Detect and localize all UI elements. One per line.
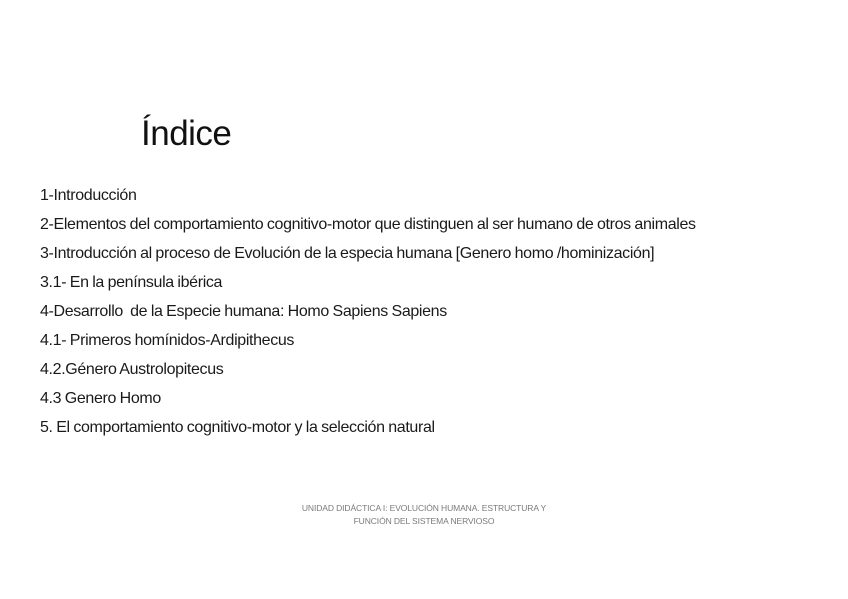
toc-item-4-2: 4.2.Género Austrolopitecus — [40, 361, 224, 378]
toc-item-4-3: 4.3 Genero Homo — [40, 390, 161, 407]
footer-line-1: UNIDAD DIDÁCTICA I: EVOLUCIÓN HUMANA. ESTRUCTURA Y — [301, 503, 547, 513]
toc-item-4: 4-Desarrollo de la Especie humana: Homo Sapiens Sapiens — [40, 303, 447, 320]
slide-footer — [0, 502, 848, 528]
footer-line-2: FUNCIÓN DEL SISTEMA NERVIOSO — [353, 516, 495, 526]
toc-item-3: 3-Introducción al proceso de Evolución de la especia humana [Genero homo /hominización] — [40, 245, 655, 262]
toc-item-1: 1-Introducción — [40, 187, 137, 204]
toc-item-5: 5. El comportamiento cognitivo-motor y la selección natural — [40, 419, 435, 436]
table-of-contents — [40, 184, 760, 445]
toc-item-2: 2-Elementos del comportamiento cognitivo-motor que distinguen al ser humano de otros animales — [40, 216, 696, 233]
toc-item-4-1: 4.1- Primeros homínidos-Ardipithecus — [40, 332, 295, 349]
toc-item-3-1: 3.1- En la península ibérica — [40, 274, 223, 291]
slide-title: Índice — [141, 114, 232, 153]
